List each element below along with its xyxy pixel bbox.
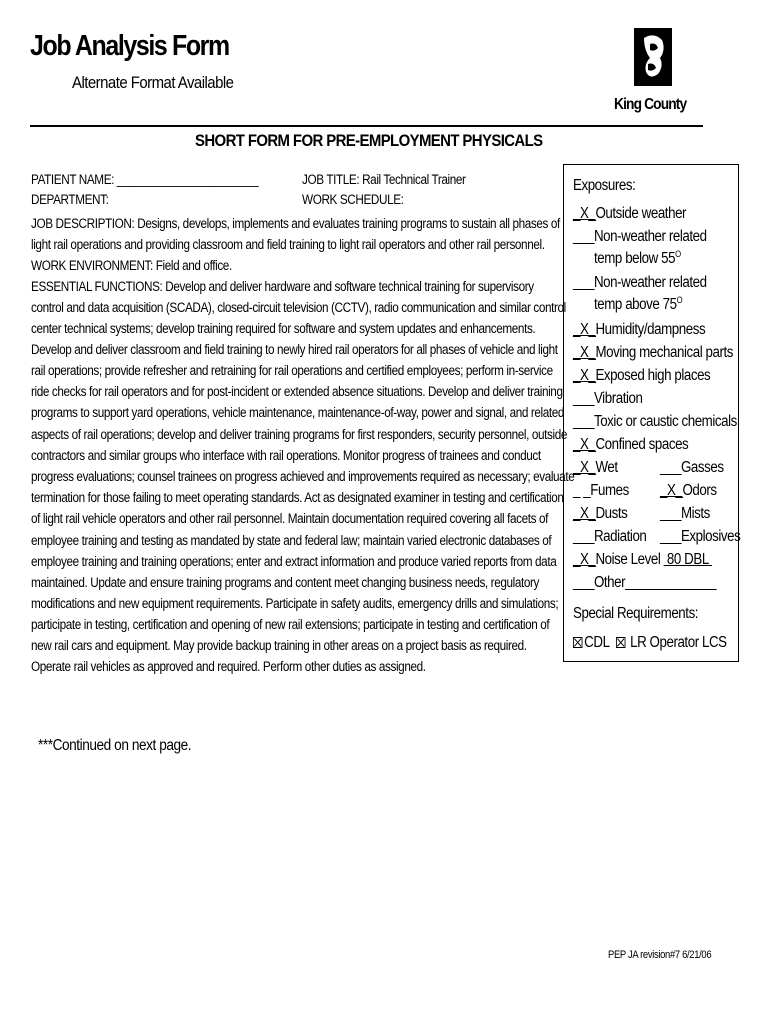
body-line: contractors and similar groups who interface with rail operations. Monitor progress of trainees and conduct (31, 448, 541, 463)
checked-box-icon (616, 637, 625, 648)
header-divider (30, 125, 703, 127)
exposure-non-weather-below: ___Non-weather related (573, 228, 707, 245)
exposure-gasses: ___Gasses (660, 459, 724, 476)
special-requirements-list (573, 634, 727, 652)
exposure-temp-below: temp below $55^O$ (594, 249, 681, 268)
exposure-dusts: _X_Dusts (573, 505, 628, 522)
exposures-panel (563, 164, 739, 662)
body-line: Operate rail vehicles as approved and required. Perform other duties as assigned. (31, 659, 426, 674)
exposure-radiation: ___Radiation (573, 528, 647, 545)
department-field: DEPARTMENT: (31, 192, 109, 207)
body-line: WORK ENVIRONMENT: Field and office. (31, 258, 232, 273)
exposure-explosives: ___Explosives (660, 528, 741, 545)
body-line: termination for those failing to meet operating standards. Act as designated examiner in testing and certification (31, 490, 564, 505)
body-line: new rail cars and equipment. May provide backup training in other areas on a project basis as required. (31, 638, 527, 653)
body-line: ride checks for rail operators and for post-incident or extended absence situations. Develop and deliver training (31, 384, 563, 399)
exposure-temp-above: temp above $75^O$ (594, 295, 683, 314)
exposure-other: ___Other_____________ (573, 574, 716, 591)
exposure-confined: _X_Confined spaces (573, 436, 689, 453)
exposures-heading: Exposures: (573, 177, 636, 194)
body-line: JOB DESCRIPTION: Designs, develops, implements and evaluates training programs to sustain all phases of (31, 216, 560, 231)
exposure-outside-weather: _X_Outside weather (573, 205, 687, 222)
exposure-wet: _X_Wet (573, 459, 618, 476)
body-line: modifications and new equipment requirements. Participate in safety audits, emergency drills and simulations; (31, 596, 559, 611)
exposure-mists: ___Mists (660, 505, 710, 522)
body-line: aspects of rail operations; develop and deliver training programs for first responders, security personnel, outside (31, 427, 568, 442)
body-line: maintained. Update and ensure training programs and content meet changing business needs, regulatory (31, 575, 539, 590)
job-title-field: JOB TITLE: Rail Technical Trainer (302, 172, 466, 187)
continued-note: ***Continued on next page. (38, 737, 192, 754)
checked-box-icon (573, 637, 582, 648)
special-req-lr-operator: LR Operator LCS (630, 634, 727, 651)
form-subtitle: SHORT FORM FOR PRE-EMPLOYMENT PHYSICALS (195, 131, 543, 150)
form-title: Job Analysis Form (30, 30, 229, 62)
exposure-high-places: _X_Exposed high places (573, 367, 711, 384)
body-line: center technical systems; develop training required for software and system updates and enhancements. (31, 321, 536, 336)
exposure-humidity: _X_Humidity/dampness (573, 321, 706, 338)
exposure-non-weather-above: ___Non-weather related (573, 274, 707, 291)
body-line: rail operations; provide refresher and retraining for rail operations and certified employees; perform in-service (31, 363, 553, 378)
body-line: control and data acquisition (SCADA), closed-circuit television (CCTV), radio communication and similar control (31, 300, 566, 315)
exposure-fumes: _ _Fumes (573, 482, 629, 499)
special-requirements-heading: Special Requirements: (573, 605, 699, 622)
special-req-cdl: CDL (584, 634, 610, 651)
exposure-vibration: ___Vibration (573, 390, 643, 407)
body-line: light rail operations and providing classroom and field training to light rail operators and other rail personnel. (31, 237, 545, 252)
exposure-odors: _X_Odors (660, 482, 717, 499)
work-schedule-field: WORK SCHEDULE: (302, 192, 404, 207)
body-line: ESSENTIAL FUNCTIONS: Develop and deliver hardware and software technical training for supervisory (31, 279, 534, 294)
revision-footer: PEP JA revision#7 6/21/06 (608, 949, 712, 961)
patient-name-field: PATIENT NAME: _______________________ (31, 172, 259, 187)
body-line: Develop and deliver classroom and field training to newly hired rail operators for all phases of vehicle and light (31, 342, 558, 357)
alternate-format-note: Alternate Format Available (72, 73, 234, 92)
body-line: employee training and testing as mandated by state and federal law; maintain varied electronic databases of (31, 533, 552, 548)
body-line: employee training and training operations; enter and extract information and produce varied reports from data (31, 554, 557, 569)
body-line: participate in testing, certification and opening of new rail extensions; participate in testing and certification of (31, 617, 550, 632)
body-line: progress evaluations; counsel trainees on progress achieved and improvements required as necessary; evaluate (31, 469, 575, 484)
exposure-toxic: ___Toxic or caustic chemicals (573, 413, 737, 430)
body-line: of light rail vehicle operators and other rail personnel. Maintain documentation required covering all facets of (31, 511, 548, 526)
logo-text: King County (614, 96, 687, 113)
body-line: programs to support yard operations, vehicle maintenance, maintenance-of-way, power and signal, and related (31, 405, 565, 420)
exposure-moving-parts: _X_Moving mechanical parts (573, 344, 734, 361)
king-county-portrait-icon (614, 28, 692, 96)
exposure-noise: _X_Noise Level 80 DBL (573, 551, 709, 568)
